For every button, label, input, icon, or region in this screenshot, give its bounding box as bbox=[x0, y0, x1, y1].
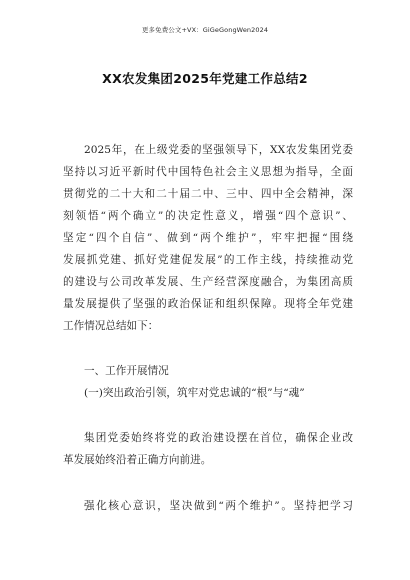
paragraph-1-line: 刻领悟“两个确立”的决定性意义，增强“四个意识”、 bbox=[63, 210, 353, 222]
paragraph-3-line: 强化核心意识，坚决做到“两个维护”。坚持把学习 bbox=[84, 500, 353, 512]
header-promo-note: 更多免费公文+VX：GiGeGongWen2024 bbox=[141, 26, 269, 34]
paragraph-1-line: 工作情况总结如下： bbox=[63, 320, 159, 332]
document-title: XX农发集团2025年党建工作总结2 bbox=[102, 71, 308, 86]
paragraph-1-line: 2025年，在上级党委的坚强领导下，XX农发集团党委 bbox=[84, 144, 353, 156]
paragraph-1-line: 坚持以习近平新时代中国特色社会主义思想为指导，全面 bbox=[63, 166, 353, 178]
paragraph-2-line: 集团党委始终将党的政治建设摆在首位，确保企业改 bbox=[84, 432, 353, 444]
paragraph-1-line: 的建设与公司改革发展、生产经营深度融合，为集团高质 bbox=[63, 276, 353, 288]
paragraph-1-line: 量发展提供了坚强的政治保证和组织保障。现将全年党建 bbox=[63, 298, 353, 310]
section-1-heading: 一、工作开展情况 bbox=[84, 365, 169, 377]
paragraph-1-line: 发展抓党建、抓好党建促发展”的工作主线，持续推动党 bbox=[63, 254, 353, 266]
paragraph-1-line: 贯彻党的二十大和二十届二中、三中、四中全会精神，深 bbox=[63, 188, 353, 200]
paragraph-1-line: 坚定“四个自信”、做到“两个维护”，牢牢把握“围绕 bbox=[63, 232, 353, 244]
subsection-1-heading: (一)突出政治引领，筑牢对党忠诚的“根”与“魂” bbox=[84, 387, 305, 399]
paragraph-2-line: 革发展始终沿着正确方向前进。 bbox=[63, 454, 212, 466]
